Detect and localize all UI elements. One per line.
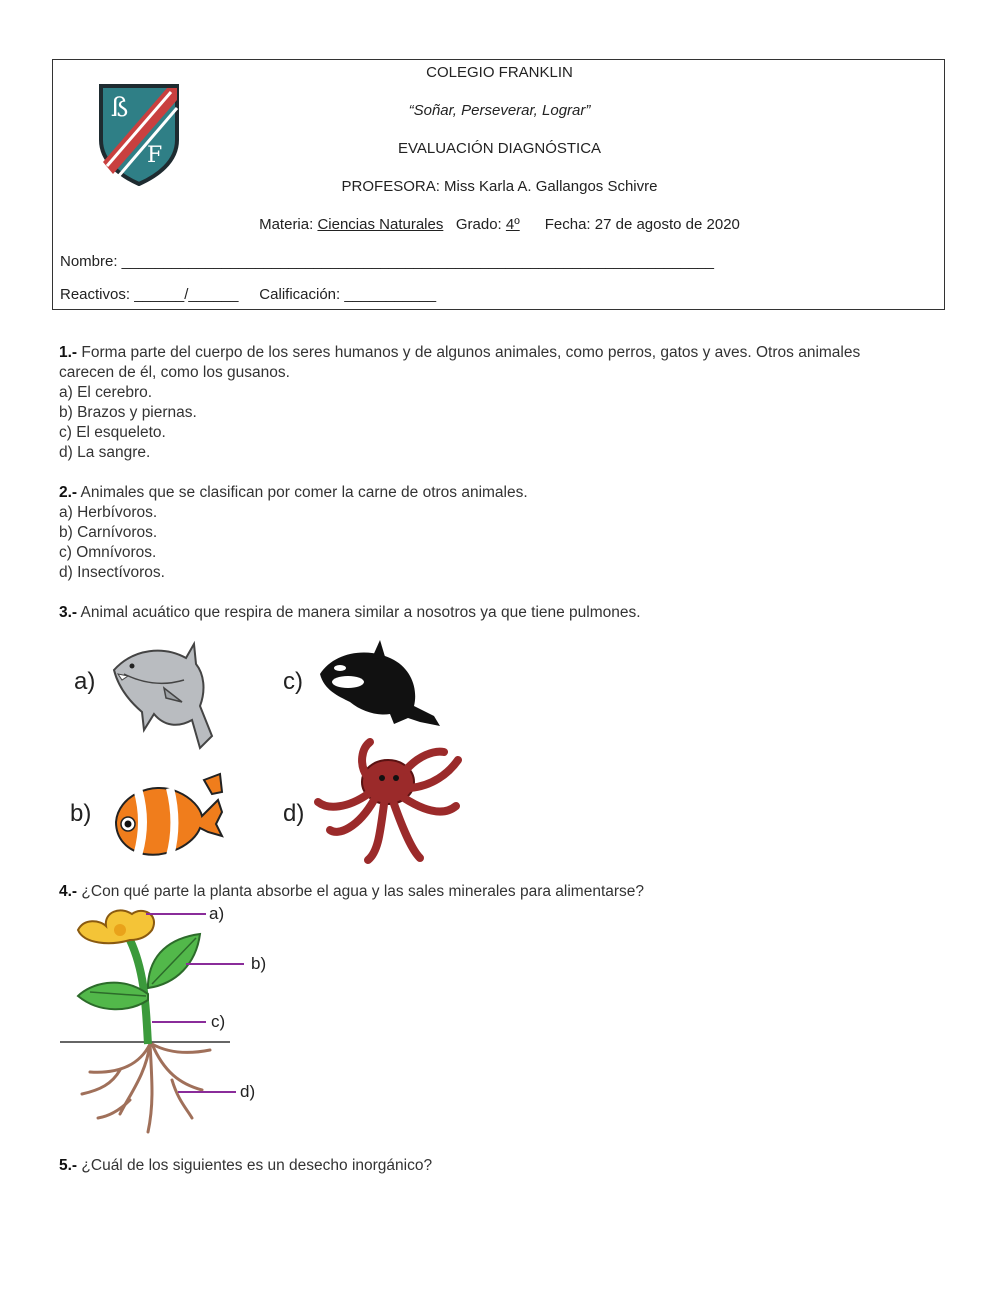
clownfish-image[interactable]	[108, 772, 224, 860]
plant-label-b: b)	[251, 954, 267, 973]
octopus-image[interactable]	[308, 738, 468, 866]
school-motto: “Soñar, Perseverar, Lograr”	[408, 102, 591, 119]
materia-value: Ciencias Naturales	[317, 216, 444, 233]
option-a[interactable]: a) El cerebro.	[59, 384, 153, 401]
crest-letter-f: F	[147, 143, 163, 168]
exam-title: EVALUACIÓN DIAGNÓSTICA	[397, 140, 602, 157]
grado-value: 4º	[505, 216, 520, 233]
option-d[interactable]: d) La sangre.	[59, 444, 151, 461]
orca-image[interactable]	[314, 638, 444, 728]
header-box	[52, 59, 945, 310]
question-number: 3.-	[59, 604, 78, 621]
animal-label-a: a)	[74, 668, 96, 695]
shark-image[interactable]	[104, 640, 214, 752]
question-number: 2.-	[59, 484, 78, 501]
school-name: COLEGIO FRANKLIN	[426, 64, 573, 81]
option-c[interactable]: c) El esqueleto.	[59, 424, 166, 441]
question-4	[59, 882, 919, 902]
plant-label-c: c)	[211, 1012, 226, 1031]
question-text: ¿Cuál de los siguientes es un desecho inorgánico?	[81, 1157, 433, 1174]
option-b[interactable]: b) Brazos y piernas.	[59, 404, 197, 421]
question-1	[59, 343, 919, 463]
question-text: Animal acuático que respira de manera similar a nosotros ya que tiene pulmones.	[80, 604, 641, 621]
crest-letter-b: ß	[111, 93, 129, 123]
question-number: 5.-	[59, 1157, 78, 1174]
animal-label-d: d)	[283, 800, 305, 827]
plant-label-d: d)	[240, 1082, 256, 1101]
animal-label-b: b)	[70, 800, 92, 827]
question-3	[59, 603, 919, 623]
teacher-name: PROFESORA: Miss Karla A. Gallangos Schivre	[341, 178, 658, 195]
option-b[interactable]: b) Carnívoros.	[59, 524, 158, 541]
nombre-field[interactable]: Nombre: _______________________________________________________________________	[60, 253, 714, 270]
subject-line	[53, 216, 946, 233]
grado-label: Grado:	[455, 216, 506, 233]
option-d[interactable]: d) Insectívoros.	[59, 564, 165, 581]
question-text: Animales que se clasifican por comer la carne de otros animales.	[80, 484, 528, 501]
question-text: Forma parte del cuerpo de los seres humanos y de algunos animales, como perros, gatos y aves. Otros animales carecen de él, como los gusanos.	[59, 344, 861, 381]
question-5	[59, 1156, 919, 1176]
option-a[interactable]: a) Herbívoros.	[59, 504, 158, 521]
school-crest-logo	[97, 82, 181, 186]
plant-label-a: a)	[209, 904, 225, 923]
question-2	[59, 483, 919, 583]
fecha: Fecha: 27 de agosto de 2020	[544, 216, 740, 233]
materia-label: Materia:	[259, 216, 318, 233]
animal-label-c: c)	[283, 668, 303, 695]
option-c[interactable]: c) Omnívoros.	[59, 544, 157, 561]
question-number: 1.-	[59, 344, 78, 361]
question-text: ¿Con qué parte la planta absorbe el agua y las sales minerales para alimentarse?	[81, 883, 645, 900]
question-number: 4.-	[59, 883, 78, 900]
reactivos-field[interactable]: Reactivos: ______/______ Calificación: ___________	[60, 286, 437, 303]
